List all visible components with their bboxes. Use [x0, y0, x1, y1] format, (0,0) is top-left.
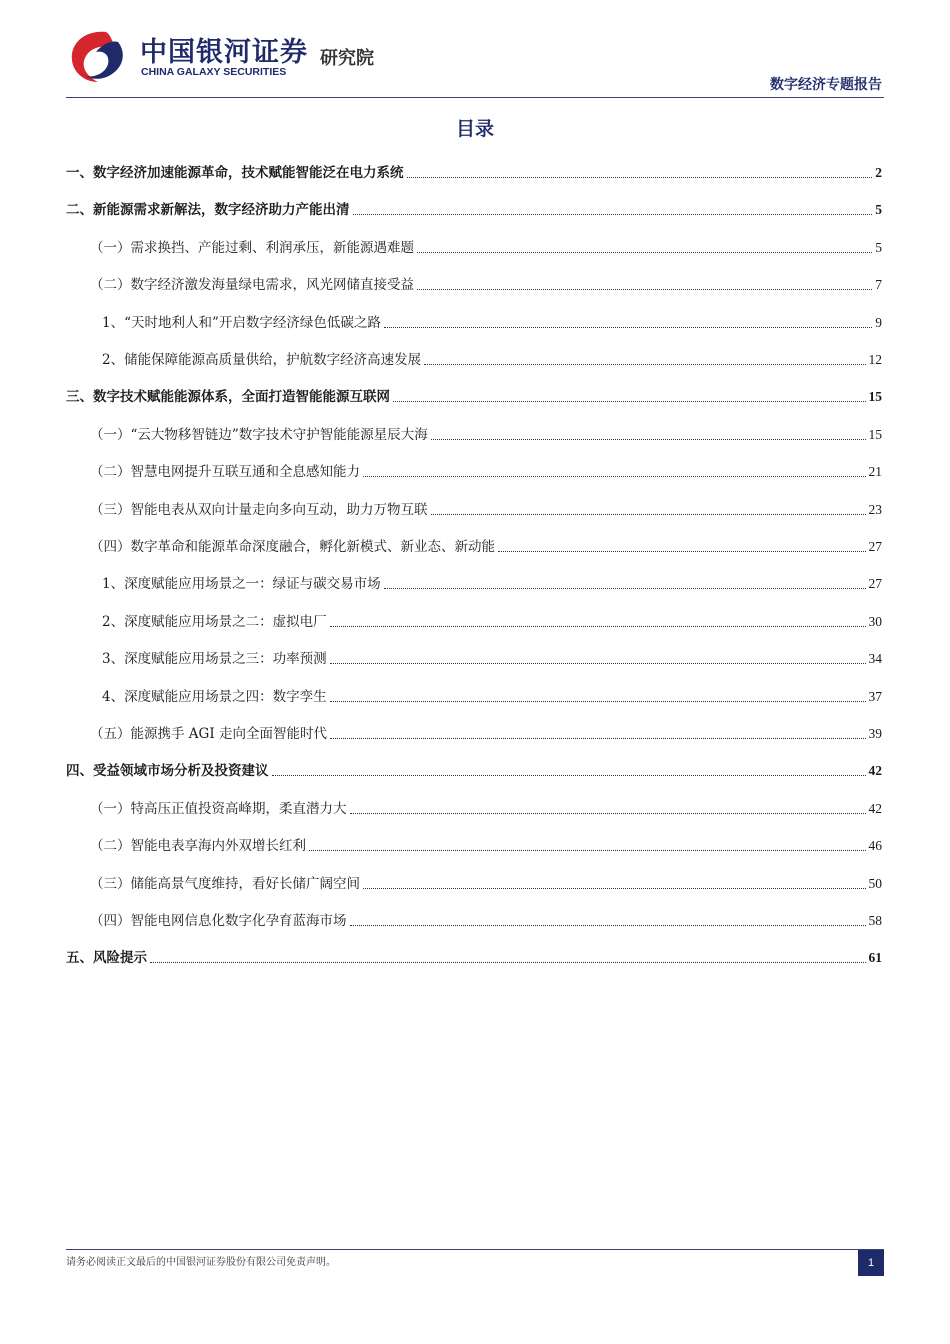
toc-entry[interactable] — [66, 347, 882, 369]
toc-entry[interactable] — [66, 609, 882, 631]
toc-entry-page: 61 — [868, 950, 882, 966]
toc-entry-page: 50 — [868, 875, 882, 891]
toc-entry-title: （二）数字经济激发海量绿电需求，风光网储直接受益 — [90, 277, 414, 294]
toc-entry-page: 34 — [868, 651, 882, 667]
toc-entry[interactable] — [66, 197, 882, 219]
toc-entry-title: 五、风险提示 — [66, 950, 147, 967]
toc-entry-page: 21 — [868, 464, 882, 480]
toc-entry-page: 46 — [868, 838, 882, 854]
toc-entry-title: 一、数字经济加速能源革命，技术赋能智能泛在电力系统 — [66, 165, 404, 181]
toc-entry-title: （四）数字革命和能源革命深度融合，孵化新模式、新业态、新动能 — [90, 539, 495, 555]
toc-entry[interactable] — [66, 796, 882, 818]
toc-leader-dots — [384, 588, 866, 589]
toc-entry[interactable] — [66, 459, 882, 481]
toc-entry-page: 15 — [868, 426, 882, 442]
toc-entry-title: （四）智能电网信息化数字化孕育蓝海市场 — [90, 913, 347, 929]
toc-entry-title: 4、深度赋能应用场景之四：数字孪生 — [102, 688, 327, 705]
toc-entry-page: 37 — [868, 688, 882, 704]
toc-leader-dots — [150, 962, 866, 963]
toc-leader-dots — [363, 888, 866, 889]
toc-leader-dots — [393, 401, 866, 402]
toc-entry[interactable] — [66, 571, 882, 593]
toc-entry[interactable] — [66, 310, 882, 332]
toc-entry-page: 30 — [868, 613, 882, 629]
toc-leader-dots — [330, 738, 866, 739]
toc-entry[interactable] — [66, 833, 882, 855]
toc-entry-title: 1、“天时地利人和”开启数字经济绿色低碳之路 — [102, 314, 381, 331]
report-type-label: 数字经济专题报告 — [770, 77, 882, 93]
toc-entry-page: 5 — [875, 239, 882, 255]
toc-entry-page: 5 — [875, 202, 882, 218]
toc-entry-title: 1、深度赋能应用场景之一：绿证与碳交易市场 — [102, 576, 381, 593]
toc-entry-page: 27 — [868, 539, 882, 554]
toc-leader-dots — [350, 813, 866, 814]
toc-entry-title: （三）智能电表从双向计量走向多向互动，助力万物互联 — [90, 501, 428, 518]
institute-label: 研究院 — [320, 48, 374, 69]
toc-leader-dots — [350, 925, 866, 926]
toc-leader-dots — [498, 551, 866, 552]
toc-entry-title: （一）特高压正值投资高峰期，柔直潜力大 — [90, 800, 347, 817]
disclaimer-text: 请务必阅读正文最后的中国银河证券股份有限公司免责声明。 — [66, 1257, 336, 1268]
toc-entry[interactable] — [66, 272, 882, 294]
toc-entry[interactable] — [66, 422, 882, 444]
toc-entry[interactable] — [66, 908, 882, 930]
toc-entry-title: （二）智能电表享海内外双增长红利 — [90, 838, 306, 855]
toc-entry-page: 15 — [868, 389, 882, 405]
toc-entry[interactable] — [66, 684, 882, 706]
toc-entry-page: 27 — [868, 576, 882, 592]
toc-entry-page: 42 — [868, 800, 882, 816]
toc-leader-dots — [417, 252, 872, 253]
toc-leader-dots — [417, 289, 872, 290]
page-number-badge: 1 — [858, 1250, 884, 1276]
toc-leader-dots — [330, 663, 866, 664]
toc-entry-page: 12 — [868, 352, 882, 367]
toc-entry-title: （二）智慧电网提升互联互通和全息感知能力 — [90, 464, 360, 481]
toc-leader-dots — [353, 214, 873, 215]
toc-title: 目录 — [455, 118, 494, 140]
toc-leader-dots — [330, 701, 866, 702]
toc-entry-page: 23 — [868, 501, 882, 517]
toc-entry-page: 42 — [868, 763, 882, 779]
toc-entry-title: （一）“云大物移智链边”数字技术守护智能能源星辰大海 — [90, 426, 428, 443]
brand-name-en: CHINA GALAXY SECURITIES — [141, 66, 287, 78]
toc-entry-title: （三）储能高景气度维持，看好长储广阔空间 — [90, 875, 360, 892]
toc-entry[interactable] — [66, 534, 882, 556]
toc-leader-dots — [431, 514, 866, 515]
toc-entry-page: 7 — [875, 277, 882, 293]
brand-name-cn: 中国银河证券 — [140, 37, 308, 68]
footer-divider — [66, 1249, 884, 1250]
toc-entry-title: 四、受益领域市场分析及投资建议 — [66, 763, 269, 780]
toc-entry-page: 58 — [868, 913, 882, 928]
toc-entry[interactable] — [66, 235, 882, 257]
toc-leader-dots — [424, 364, 865, 365]
toc-leader-dots — [407, 177, 873, 178]
header-divider — [66, 97, 884, 98]
toc-entry-title: （一）需求换挡、产能过剩、利润承压，新能源遇难题 — [90, 239, 414, 256]
toc-entry[interactable] — [66, 497, 882, 519]
toc-entry-title: 三、数字技术赋能能源体系，全面打造智能能源互联网 — [66, 389, 390, 406]
toc-entry[interactable] — [66, 646, 882, 668]
toc-entry-page: 2 — [875, 165, 882, 180]
toc-entry-title: 3、深度赋能应用场景之三：功率预测 — [102, 651, 327, 668]
toc-entry-page: 39 — [868, 726, 882, 741]
galaxy-logo-icon — [66, 28, 130, 84]
toc-entry-title: 2、深度赋能应用场景之二：虚拟电厂 — [102, 613, 327, 630]
toc-leader-dots — [384, 327, 872, 328]
toc-entry[interactable] — [66, 945, 882, 967]
toc-leader-dots — [431, 439, 866, 440]
toc-entry[interactable] — [66, 384, 882, 406]
toc-entry-title: 2、储能保障能源高质量供给，护航数字经济高速发展 — [102, 352, 422, 368]
toc-entry[interactable] — [66, 871, 882, 893]
toc-entry[interactable] — [66, 758, 882, 780]
toc-entry-title: （五）能源携手 AGI 走向全面智能时代 — [90, 726, 327, 742]
toc-leader-dots — [309, 850, 866, 851]
toc-leader-dots — [330, 626, 866, 627]
toc-entry[interactable] — [66, 160, 882, 182]
toc-leader-dots — [363, 476, 866, 477]
toc-entry-title: 二、新能源需求新解法，数字经济助力产能出清 — [66, 202, 350, 219]
toc-leader-dots — [272, 775, 866, 776]
toc-entry-page: 9 — [875, 314, 882, 330]
toc-entry[interactable] — [66, 721, 882, 743]
